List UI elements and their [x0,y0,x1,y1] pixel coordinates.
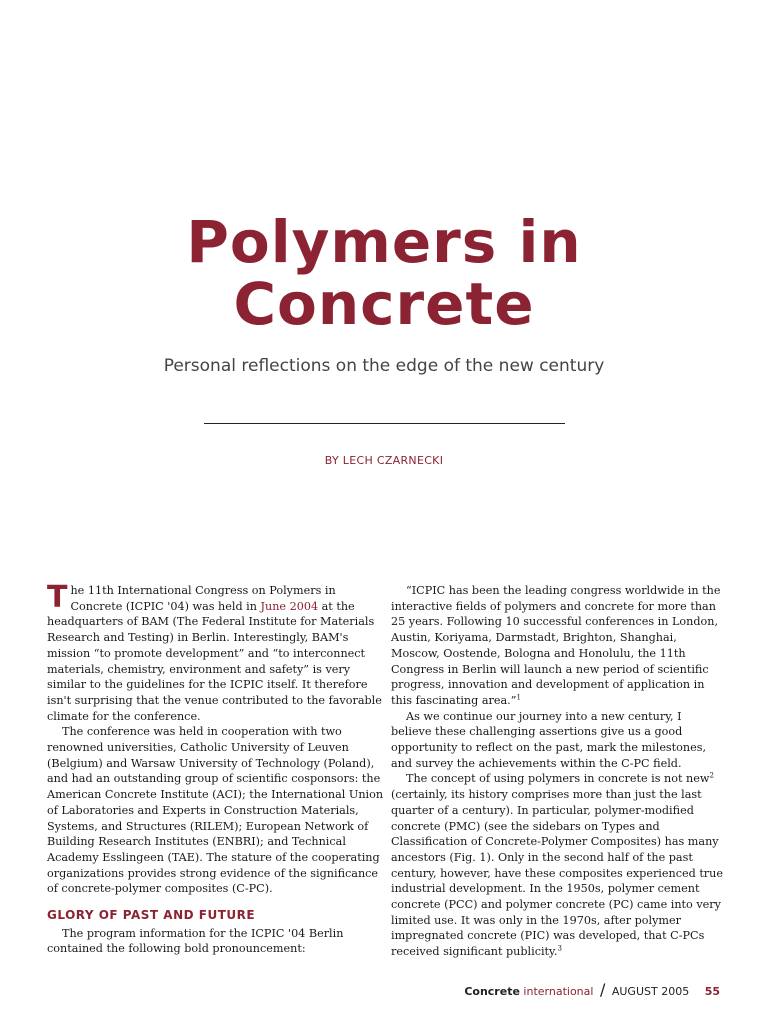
paragraph-text: The concept of using polymers in concrete is not new [406,772,710,786]
paragraph: The conference was held in cooperation with two renowned universities, Catholic University of Leuven (Belgium) and Warsaw University of Technology (Poland), and had an outstanding group of scientific cosponsors: the American Concrete Institute (ACI); the International Union of Laboratories and Experts in Construction Materials, Systems, and Structures (RILEM); European Network of Building Research Institutes (ENBRI); and Technical Academy Esslingeen (TAE). The stature of the cooperating organizations provides strong evidence of the significance of concrete-polymer composites (C-PC). [47,725,384,896]
footnote-ref: 1 [516,693,521,702]
quote-text: “ICPIC has been the leading congress worldwide in the interactive fields of polymers and concrete for more than 25 years. Following 10 successful conferences in London, Austin, Koriyama, Darmstadt, Brighton, Shanghai, Moscow, Oostende, Bologna and Honolulu, the 11th Congress in Berlin will launch a new period of scientific progress, innovation and development of application in this fascinating area.” [391,584,721,707]
paragraph-text: at the headquarters of BAM (The Federal Institute for Materials Research and Testing) in Berlin. Interestingly, BAM's mission “to promote development” and “to interconnect materials, chemistry, environment and safety” is very similar to the guidelines for the ICPIC itself. It therefore isn't surprising that the venue contributed to the favorable climate for the conference. [47,599,382,723]
left-text-column [47,580,385,957]
paragraph [47,580,385,724]
drop-cap: T [47,580,68,615]
author-byline: BY LECH CZARNECKI [324,454,444,467]
issue-date: AUGUST 2005 [611,985,690,998]
page-footer [464,980,720,999]
footnote-ref: 2 [709,771,714,780]
paragraph [391,583,723,709]
article-title-line-2: Concrete [233,270,535,338]
magazine-name-suffix: international [523,985,594,998]
article-subtitle: Personal reflections on the edge of the new century [163,356,605,376]
paragraph: The program information for the ICPIC '04 Berlin contained the following bold pronouncement: [47,926,344,956]
right-text-column [391,583,723,960]
paragraph-text: (certainly, its history comprises more than just the last quarter of a century). In particular, polymer-modified concrete (PMC) (see the sidebars on Types and Classification of Concrete-Polymer Composites) has many ancestors (Fig. 1). Only in the second half of the past century, however, have these composites experienced true industrial development. In the 1950s, polymer cement concrete (PCC) and polymer concrete (PC) came into very limited use. It was only in the 1970s, after polymer impregnated concrete (PIC) was developed, that C-PCs received significant publicity. [391,788,723,959]
footnote-ref: 3 [557,944,562,953]
paragraph: As we continue our journey into a new century, I believe these challenging assertions give us a good opportunity to reflect on the past, mark the milestones, and survey the achievements within the C-PC field. [391,709,707,770]
paragraph-text: he 11th International Congress on Polymers in Concrete (ICPIC '04) was held in [70,584,336,613]
title-divider [204,423,565,424]
highlighted-date: June 2004 [260,599,319,613]
article-title-line-1: Polymers in [186,208,582,276]
paragraph [391,771,723,959]
section-heading: GLORY OF PAST AND FUTURE [47,908,256,923]
footer-slash: / [599,980,606,999]
magazine-name: Concrete [464,985,520,998]
page-number: 55 [704,985,720,998]
